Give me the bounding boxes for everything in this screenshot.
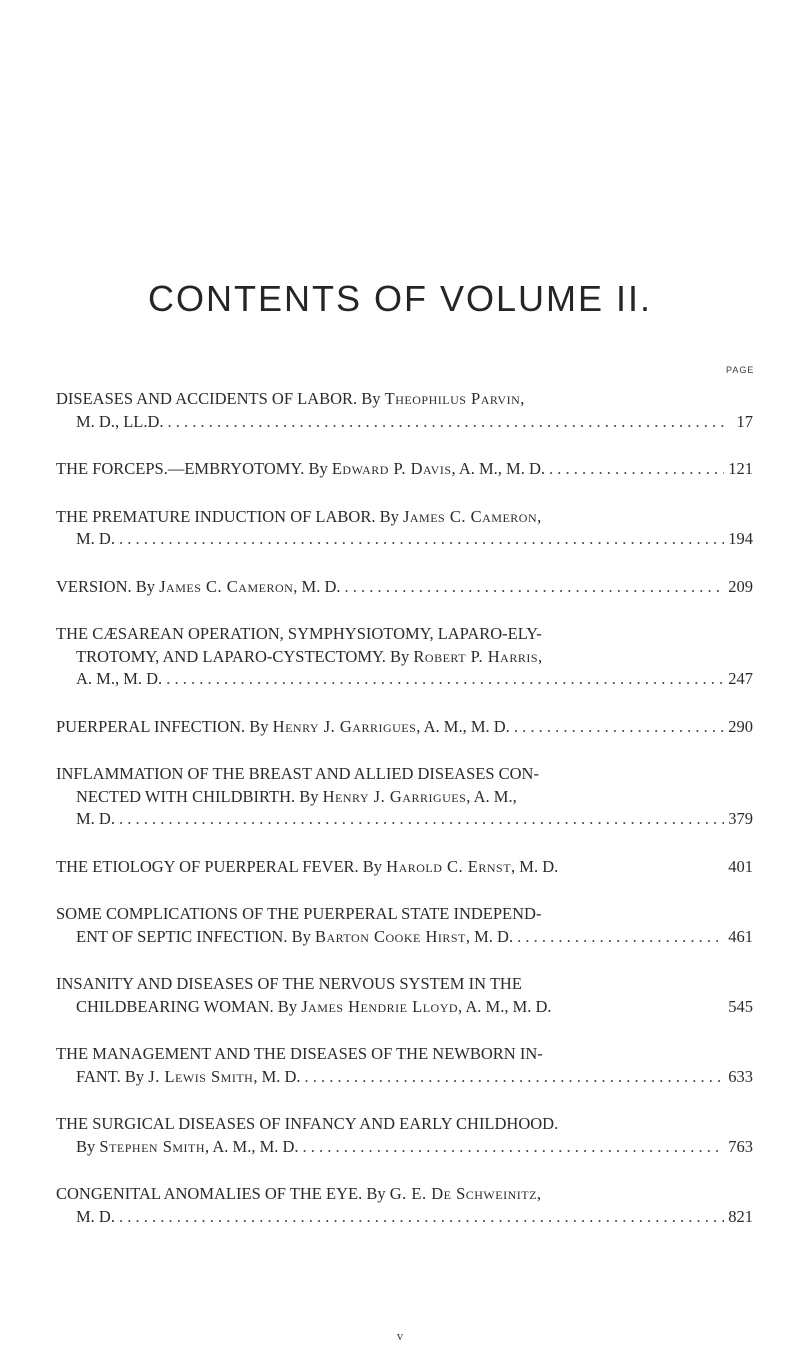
entry-final-text	[76, 1066, 301, 1089]
entry-degrees: M. D.	[76, 1206, 115, 1226]
dot-leader	[305, 1066, 725, 1089]
entry-final-line	[56, 996, 753, 1019]
entry-final-text	[56, 576, 341, 599]
entry-degrees: A. M., M. D.	[76, 669, 163, 688]
contents-entry	[56, 388, 753, 433]
dot-leader	[303, 1136, 725, 1159]
entry-final-text	[76, 528, 115, 551]
entry-page-number: 209	[728, 576, 753, 596]
entry-degrees: , M. D.	[253, 1066, 301, 1086]
entry-author: Theophilus Parvin,	[384, 389, 525, 408]
dot-leader	[168, 411, 729, 434]
entry-final-line	[56, 1136, 753, 1159]
entry-final-line	[56, 1066, 753, 1089]
contents-entry	[56, 903, 753, 948]
entry-title: DISEASES AND ACCIDENTS OF LABOR. By	[56, 389, 385, 408]
entry-author: Harold C. Ernst	[386, 856, 512, 876]
entry-author: G. E. De Schweinitz,	[389, 1184, 542, 1203]
contents-list	[56, 388, 753, 1253]
contents-entry	[56, 576, 753, 599]
entry-final-text	[76, 668, 162, 691]
contents-entry	[56, 1113, 753, 1158]
entry-page-number: 121	[728, 459, 753, 478]
entry-title: THE MANAGEMENT AND THE DISEASES OF THE NEWBORN IN-	[56, 1044, 543, 1063]
entry-title-line	[56, 623, 753, 646]
entry-title: TROTOMY, AND LAPARO-CYSTECTOMY. By	[76, 646, 414, 666]
entry-final-line	[56, 716, 753, 739]
entry-title: CHILDBEARING WOMAN. By	[76, 996, 302, 1016]
entry-title-line	[56, 1043, 753, 1066]
entry-degrees: , A. M., M. D.	[416, 716, 510, 736]
dot-leader	[549, 458, 724, 481]
entry-title: THE SURGICAL DISEASES OF INFANCY AND EARLY CHILDHOOD.	[56, 1114, 559, 1133]
entry-title: NECTED WITH CHILDBIRTH. By	[76, 786, 323, 806]
entry-author: Barton Cooke Hirst	[314, 926, 466, 946]
entry-title-line	[56, 763, 753, 786]
entry-title-line	[56, 973, 753, 996]
entry-final-line	[56, 926, 753, 949]
entry-page-number: 461	[728, 926, 753, 946]
entry-title-line	[56, 646, 753, 669]
entry-title: PUERPERAL INFECTION. By	[56, 716, 273, 736]
dot-leader	[119, 1206, 724, 1229]
entry-title: VERSION. By	[56, 576, 160, 596]
entry-title: THE ETIOLOGY OF PUERPERAL FEVER. By	[56, 856, 387, 876]
entry-page-number: 401	[728, 856, 753, 876]
entry-title: SOME COMPLICATIONS OF THE PUERPERAL STATE INDEPEND-	[56, 904, 542, 923]
entry-title: THE PREMATURE INDUCTION OF LABOR. By	[56, 506, 403, 526]
entry-final-line	[56, 856, 753, 879]
contents-entry	[56, 716, 753, 739]
entry-page-number: 763	[728, 1136, 753, 1156]
entry-author: Robert P. Harris,	[413, 646, 543, 666]
entry-final-line	[56, 458, 753, 481]
entry-title-line	[56, 388, 753, 411]
contents-entry	[56, 1043, 753, 1088]
entry-page-number: 247	[728, 669, 753, 688]
dot-leader	[345, 576, 725, 599]
dot-leader	[119, 808, 724, 831]
page-column-label: PAGE	[726, 365, 755, 375]
entry-title-line	[56, 506, 753, 529]
entry-author: James Hendrie Lloyd	[301, 996, 459, 1016]
entry-author: Henry J. Garrigues	[322, 786, 467, 806]
entry-title: THE CÆSAREAN OPERATION, SYMPHYSIOTOMY, LAPARO-ELY-	[56, 624, 542, 643]
entry-final-text	[76, 926, 513, 949]
entry-author: Stephen Smith	[99, 1136, 206, 1156]
entry-final-text	[56, 856, 558, 879]
entry-title: By	[76, 1136, 100, 1156]
entry-final-line	[56, 576, 753, 599]
entry-title: CONGENITAL ANOMALIES OF THE EYE. By	[56, 1184, 390, 1203]
entry-title: FANT. By	[76, 1066, 149, 1086]
entry-title-line	[56, 1113, 753, 1136]
entry-title: INFLAMMATION OF THE BREAST AND ALLIED DISEASES CON-	[56, 764, 539, 783]
entry-final-text	[76, 1206, 115, 1229]
entry-author: James C. Cameron,	[402, 506, 542, 526]
entry-author: Edward P. Davis	[331, 459, 452, 478]
entry-degrees: , A. M., M. D.	[458, 996, 552, 1016]
entry-final-line	[56, 528, 753, 551]
entry-degrees: M. D., LL.D.	[76, 411, 164, 431]
entry-final-line	[56, 411, 753, 434]
entry-title: INSANITY AND DISEASES OF THE NERVOUS SYSTEM IN THE	[56, 974, 522, 993]
dot-leader	[517, 926, 724, 949]
entry-title: ENT OF SEPTIC INFECTION. By	[76, 926, 315, 946]
contents-entry	[56, 623, 753, 691]
entry-page-number: 821	[728, 1206, 753, 1226]
contents-entry	[56, 506, 753, 551]
dot-leader	[166, 668, 724, 691]
contents-entry	[56, 763, 753, 831]
entry-page-number: 290	[728, 716, 753, 736]
entry-page-number: 194	[728, 529, 753, 548]
entry-final-line	[56, 668, 753, 691]
entry-author: J. Lewis Smith	[148, 1066, 254, 1086]
entry-final-text	[76, 808, 115, 831]
entry-final-line	[56, 808, 753, 831]
contents-entry	[56, 1183, 753, 1228]
entry-degrees: , A. M., M. D.	[451, 459, 546, 478]
entry-degrees: M. D.	[76, 529, 115, 548]
entry-degrees: , M. D.	[293, 576, 341, 596]
entry-author: Henry J. Garrigues	[272, 716, 417, 736]
entry-page-number: 633	[728, 1066, 753, 1086]
contents-entry	[56, 856, 753, 879]
entry-final-line	[56, 1206, 753, 1229]
entry-page-number: 17	[736, 411, 753, 431]
page-folio: v	[396, 1328, 404, 1343]
contents-entry	[56, 973, 753, 1018]
entry-degrees: , A. M.,	[466, 786, 517, 806]
entry-degrees: , A. M., M. D.	[205, 1136, 299, 1156]
entry-final-text	[76, 411, 164, 434]
entry-degrees: , M. D.	[465, 926, 514, 946]
entry-title-line	[56, 786, 753, 809]
entry-final-text	[76, 996, 552, 1019]
dot-leader	[119, 528, 724, 551]
dot-leader	[514, 716, 724, 739]
entry-page-number: 379	[728, 809, 753, 828]
entry-final-text	[76, 1136, 299, 1159]
entry-degrees: M. D.	[76, 809, 115, 828]
entry-degrees: , M. D.	[511, 856, 559, 876]
contents-entry	[56, 458, 753, 481]
entry-final-text	[56, 716, 510, 739]
entry-title: THE FORCEPS.—EMBRYOTOMY. By	[56, 459, 332, 478]
entry-title-line	[56, 903, 753, 926]
entry-final-text	[56, 458, 545, 481]
page-title: CONTENTS OF VOLUME II.	[147, 278, 653, 319]
entry-title-line	[56, 1183, 753, 1206]
entry-author: James C. Cameron	[159, 576, 294, 596]
entry-page-number: 545	[728, 996, 753, 1016]
